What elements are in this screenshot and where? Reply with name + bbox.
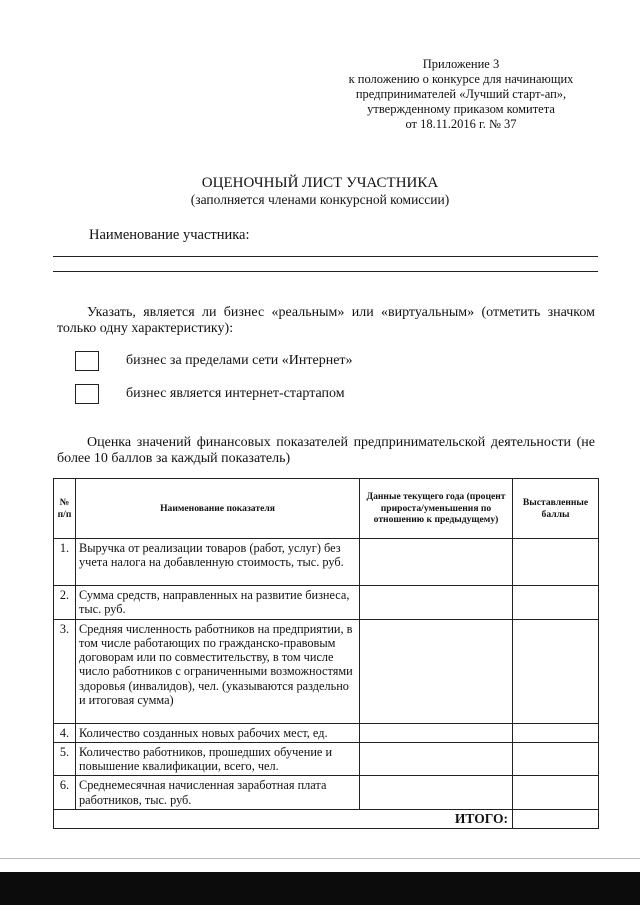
participant-label: Наименование участника: [89, 227, 250, 243]
financial-instruction: Оценка значений финансовых показателей предпринимательской деятельности (не более 10 баллов за каждый показатель) [57, 435, 595, 466]
row-indicator-name: Выручка от реализации товаров (работ, услуг) без учета налога на добавленную стоимость, тыс. руб. [76, 539, 360, 586]
scores-table [53, 478, 599, 829]
option-offline-business-label: бизнес за пределами сети «Интернет» [126, 353, 353, 368]
participant-name-line-2[interactable] [53, 271, 598, 272]
scan-artifact-line [0, 858, 640, 859]
total-spacer [54, 810, 76, 829]
header-current-year-data: Данные текущего года (процент прироста/уменьшения по отношению к предыдущему) [360, 479, 513, 539]
row-num: 3. [54, 619, 76, 723]
row-data-cell[interactable] [360, 723, 513, 742]
row-score-cell[interactable] [513, 539, 599, 586]
appendix-line: Приложение 3 [422, 57, 500, 71]
row-num: 6. [54, 776, 76, 810]
row-num: 5. [54, 742, 76, 776]
row-score-cell[interactable] [513, 776, 599, 810]
row-score-cell[interactable] [513, 619, 599, 723]
appendix-line: от 18.11.2016 г. № 37 [405, 117, 517, 131]
row-data-cell[interactable] [360, 586, 513, 620]
page-title: ОЦЕНОЧНЫЙ ЛИСТ УЧАСТНИКА [201, 175, 439, 191]
row-indicator-name: Сумма средств, направленных на развитие бизнеса, тыс. руб. [76, 586, 360, 620]
header-score: Выставленные баллы [513, 479, 599, 539]
total-score-cell[interactable] [513, 810, 599, 829]
row-indicator-name: Количество работников, прошедших обучение и повышение квалификации, всего, чел. [76, 742, 360, 776]
row-data-cell[interactable] [360, 776, 513, 810]
row-data-cell[interactable] [360, 742, 513, 776]
appendix-line: к положению о конкурсе для начинающих [348, 72, 574, 86]
row-num: 1. [54, 539, 76, 586]
row-score-cell[interactable] [513, 742, 599, 776]
scan-artifact-bar [0, 872, 640, 905]
row-data-cell[interactable] [360, 619, 513, 723]
table-row [54, 619, 599, 723]
row-score-cell[interactable] [513, 723, 599, 742]
header-indicator-name: Наименование показателя [76, 479, 360, 539]
row-num: 2. [54, 586, 76, 620]
row-indicator-name: Среднемесячная начисленная заработная плата работников, тыс. руб. [76, 776, 360, 810]
appendix-line: предпринимателей «Лучший старт-ап», [355, 87, 567, 101]
table-row [54, 776, 599, 810]
appendix-header [330, 57, 592, 132]
table-row [54, 539, 599, 586]
table-row [54, 723, 599, 742]
page-subtitle: (заполняется членами конкурсной комиссии) [190, 192, 450, 207]
table-header-row [54, 479, 599, 539]
table-row [54, 742, 599, 776]
checkbox-internet-startup[interactable] [75, 384, 99, 404]
table-row [54, 586, 599, 620]
row-num: 4. [54, 723, 76, 742]
participant-name-line[interactable] [53, 256, 598, 257]
table-total-row [54, 810, 599, 829]
row-score-cell[interactable] [513, 586, 599, 620]
checkbox-offline-business[interactable] [75, 351, 99, 371]
business-type-instruction: Указать, является ли бизнес «реальным» или «виртуальным» (отметить значком только одну характеристику): [57, 305, 595, 336]
row-indicator-name: Средняя численность работников на предприятии, в том числе работающих по гражданско-правовым договорам или по совместительству, в том числе число работников с ограниченными возможностями здоровья (инвалидов), чел. (указываются раздельно и итоговая сумма) [76, 619, 360, 723]
appendix-line: утвержденному приказом комитета [367, 102, 555, 116]
row-indicator-name: Количество созданных новых рабочих мест, ед. [76, 723, 360, 742]
total-spacer [76, 810, 360, 829]
total-label: ИТОГО: [360, 810, 513, 829]
row-data-cell[interactable] [360, 539, 513, 586]
header-num: № п/п [54, 479, 76, 539]
option-internet-startup-label: бизнес является интернет-стартапом [126, 386, 345, 401]
